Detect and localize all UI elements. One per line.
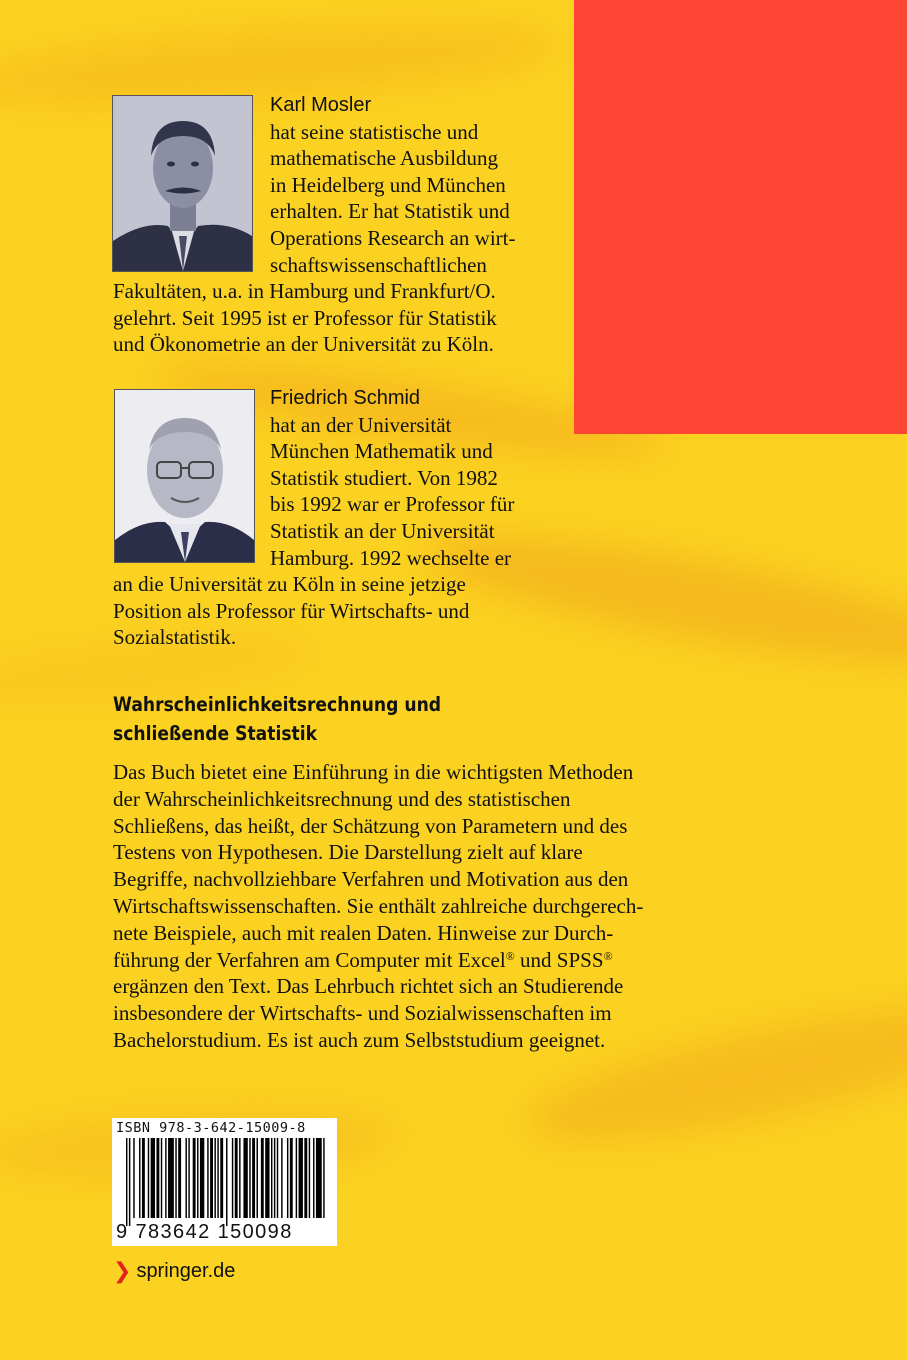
barcode-bar [193, 1138, 196, 1218]
barcode-bar [142, 1138, 145, 1218]
registered-mark: ® [603, 948, 613, 963]
barcode-bar [296, 1138, 297, 1218]
barcode-bar [165, 1138, 166, 1218]
blurb-line: nete Beispiele, auch mit realen Daten. Hinweise zur Durch- [113, 920, 614, 945]
blurb-line: insbesondere der Wirtschafts- und Sozialwissenschaften im [113, 1001, 612, 1026]
barcode-bar [133, 1138, 134, 1218]
bio-line: Sozialstatistik. [113, 625, 237, 650]
bio-line: München Mathematik und [270, 439, 493, 464]
bio-line: mathematische Ausbildung [270, 146, 499, 171]
registered-mark: ® [505, 948, 515, 963]
blurb-line: Begriffe, nachvollziehbare Verfahren und Motivation aus den [113, 867, 629, 892]
author-bio-friedrich-schmid [0, 385, 907, 651]
barcode-bar [281, 1138, 282, 1218]
barcode-bar [161, 1138, 162, 1218]
barcode-bar [126, 1138, 127, 1226]
barcode-bar [226, 1138, 227, 1226]
bio-line: hat an der Universität [270, 412, 452, 437]
bio-line: erhalten. Er hat Statistik und [270, 199, 510, 224]
barcode-bar [265, 1138, 269, 1218]
barcode-bar [148, 1138, 149, 1218]
book-description [113, 759, 643, 1054]
book-title-line: schließende Statistik [113, 722, 318, 745]
publisher-link[interactable] [113, 1258, 235, 1284]
barcode-bar [235, 1138, 238, 1218]
barcode-bar [178, 1138, 181, 1218]
barcode-bar [252, 1138, 255, 1218]
bio-line: Statistik studiert. Von 1982 [270, 465, 498, 490]
barcode-bar [168, 1138, 174, 1218]
barcode-bar [257, 1138, 258, 1218]
barcode-bar [323, 1138, 324, 1218]
barcode-bar [232, 1138, 233, 1218]
bio-line: Operations Research an wirt- [270, 225, 516, 250]
isbn-label: ISBN 978-3-642-15009-8 [116, 1120, 306, 1136]
barcode-bar [299, 1138, 303, 1218]
bio-line: schaftswissenschaftlichen [270, 252, 487, 277]
bio-line: Statistik an der Universität [270, 518, 495, 543]
blurb-line: Schließens, das heißt, der Schätzung von Parametern und des [113, 813, 628, 838]
barcode-bar [214, 1138, 215, 1218]
barcode-bar [188, 1138, 189, 1218]
bio-line: und Ökonometrie an der Universität zu Köln. [113, 332, 494, 357]
blurb-line: Testens von Hypothesen. Die Darstellung zielt auf klare [113, 840, 583, 865]
book-title-line: Wahrscheinlichkeitsrechnung und [113, 693, 442, 716]
barcode-bar [316, 1138, 322, 1218]
barcode-bar [185, 1138, 186, 1218]
blurb-line: Bachelorstudium. Es ist auch zum Selbststudium geeignet. [113, 1027, 606, 1052]
barcode-bar [277, 1138, 278, 1218]
barcode-bar [210, 1138, 213, 1218]
blurb-text: und SPSS [514, 947, 604, 972]
barcode-bar [304, 1138, 307, 1218]
publisher-website: springer.de [136, 1259, 236, 1282]
barcode-bar [309, 1138, 310, 1218]
blurb-line: ergänzen den Text. Das Lehrbuch richtet sich an Studierende [113, 974, 624, 999]
barcode-bar [313, 1138, 314, 1218]
bio-line: hat seine statistische und [270, 119, 479, 144]
bio-line: an die Universität zu Köln in seine jetzige [113, 572, 466, 597]
barcode-bar [200, 1138, 204, 1218]
barcode-bar [239, 1138, 240, 1218]
bio-line: Position als Professor für Wirtschafts- und [113, 598, 470, 623]
blurb-line: Das Buch bietet eine Einführung in die wichtigsten Methoden [113, 760, 634, 784]
isbn-digits: 9 783642 150098 [116, 1221, 293, 1243]
barcode-bar [175, 1138, 176, 1218]
bio-line: gelehrt. Seit 1995 ist er Professor für Statistik [113, 305, 497, 330]
chevron-right-icon: ❯ [113, 1258, 132, 1283]
barcode-bar [217, 1138, 218, 1218]
blurb-line: der Wahrscheinlichkeitsrechnung und des statistischen [113, 786, 571, 811]
barcode-bar [261, 1138, 264, 1218]
bio-line: in Heidelberg und München [270, 172, 506, 197]
book-title [113, 690, 441, 748]
author-bio-karl-mosler [0, 92, 907, 358]
barcode-bar [197, 1138, 198, 1218]
blurb-line [113, 947, 643, 974]
author-name: Karl Mosler [270, 94, 372, 116]
barcode-bar [271, 1138, 272, 1218]
barcode-bar [129, 1138, 130, 1226]
barcode-bar [249, 1138, 250, 1218]
bio-line: Fakultäten, u.a. in Hamburg und Frankfurt/O. [113, 279, 496, 304]
barcode-bar [290, 1138, 293, 1218]
blurb-line: Wirtschaftswissenschaften. Sie enthält zahlreiche durchgerech- [113, 893, 644, 918]
barcode-bar [243, 1138, 247, 1218]
bio-line: bis 1992 war er Professor für [270, 492, 515, 517]
author-name: Friedrich Schmid [270, 387, 421, 409]
barcode-bar [287, 1138, 288, 1218]
blurb-text: führung der Verfahren am Computer mit Excel [113, 947, 506, 972]
barcode-bar [139, 1138, 140, 1218]
barcode-bar [220, 1138, 223, 1218]
barcode-bar [207, 1138, 208, 1218]
barcode-bar [156, 1138, 159, 1218]
isbn-barcode [112, 1118, 337, 1246]
barcode-bar [151, 1138, 155, 1218]
barcode-bar [274, 1138, 275, 1218]
bio-line: Hamburg. 1992 wechselte er [270, 545, 512, 570]
